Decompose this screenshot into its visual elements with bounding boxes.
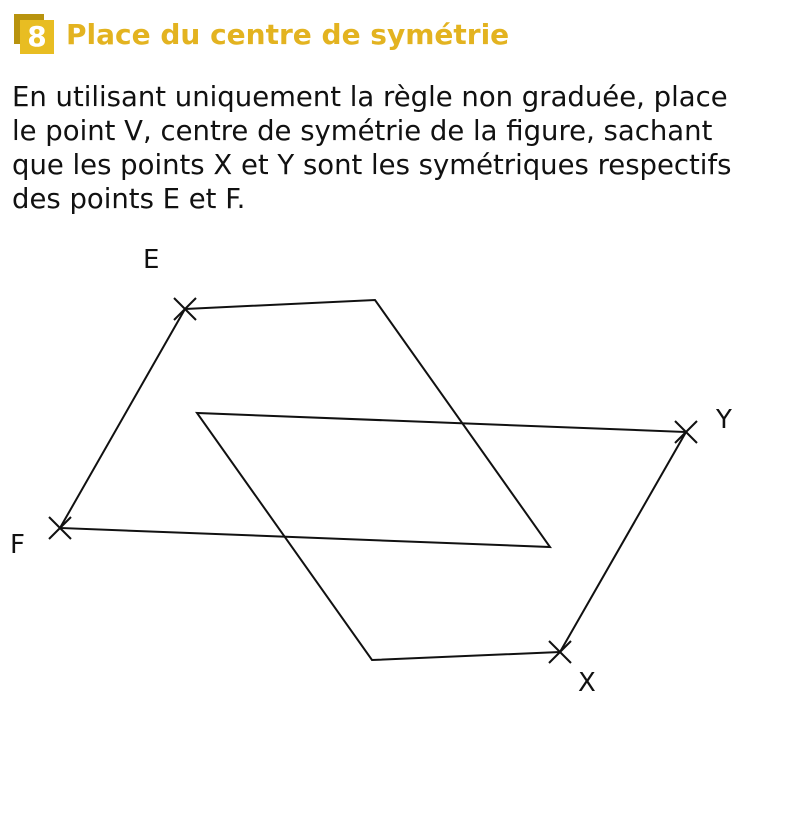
point-label-E: E [143, 245, 160, 275]
instruction-line: que les points X et Y sont les symétriques respectifs [12, 149, 732, 181]
instruction-line: des points E et F. [12, 183, 246, 215]
point-label-Y: Y [716, 405, 732, 435]
exercise-number: 8 [20, 20, 54, 54]
point-label-X: X [578, 668, 596, 698]
instruction-line: le point V, centre de symétrie de la figure, sachant [12, 115, 713, 147]
exercise-title: Place du centre de symétrie [66, 18, 510, 51]
instruction-line: En utilisant uniquement la règle non graduée, place [12, 81, 728, 113]
point-label-F: F [10, 530, 25, 560]
